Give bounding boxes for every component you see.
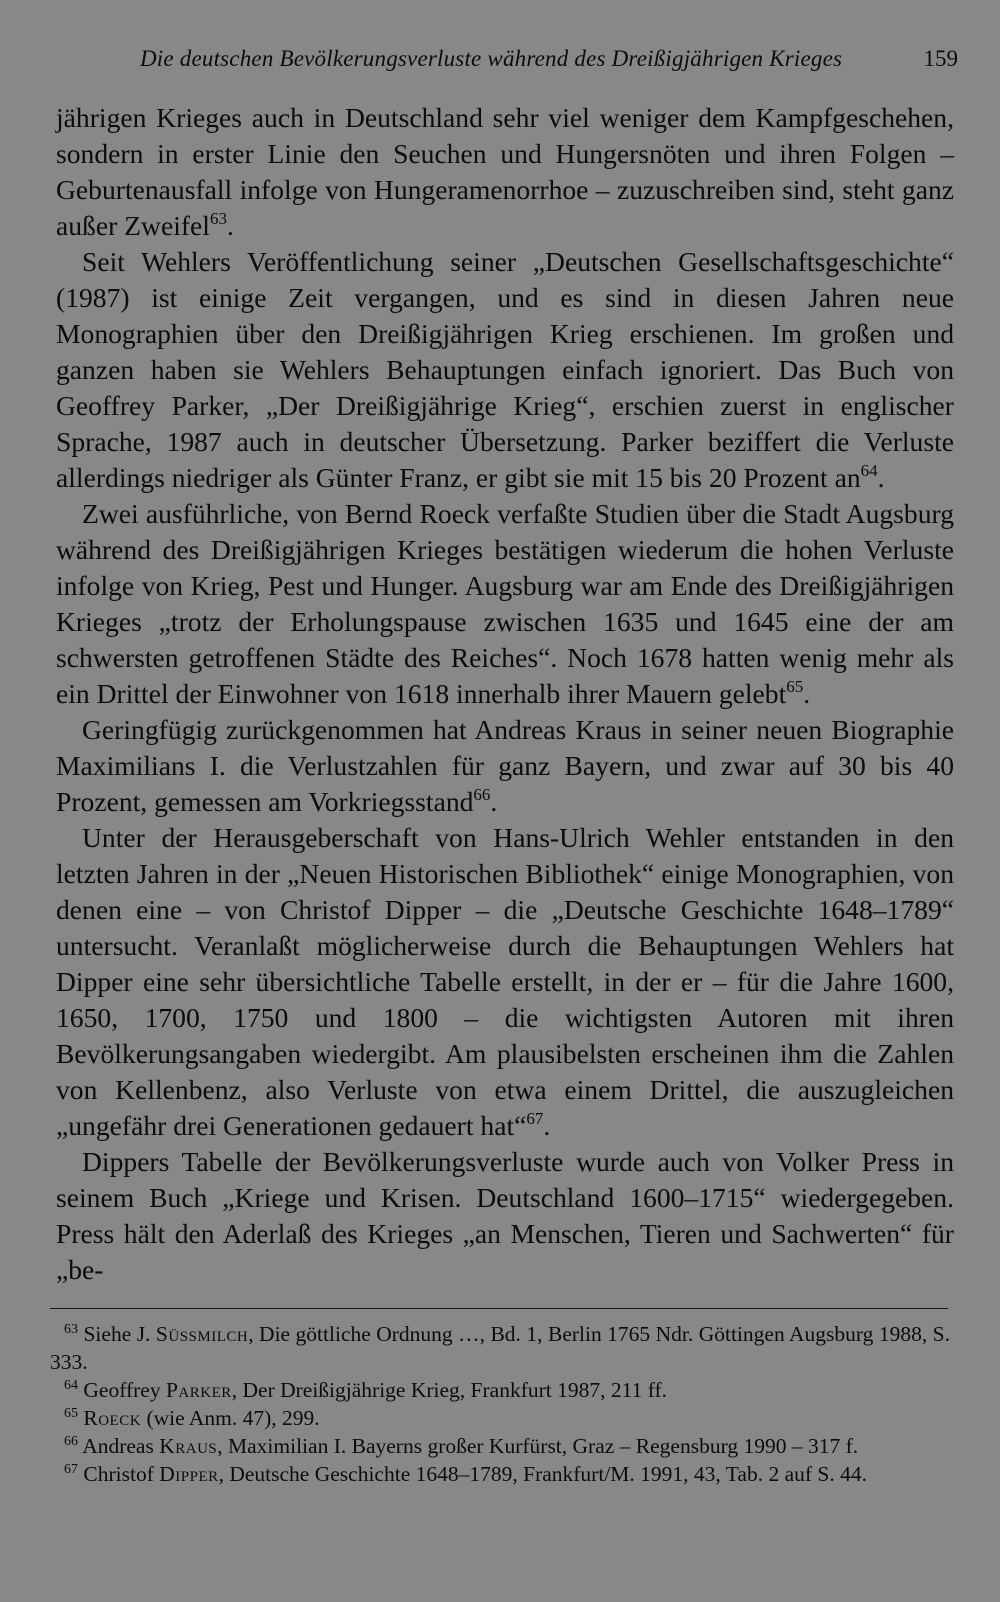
paragraph — [56, 244, 954, 496]
paragraph-text: Unter der Herausgeberschaft von Hans-Ulrich Wehler entstanden in den letzten Jahren in der „Neuen Historischen Bibliothek“ einige Monographien, von denen eine – von Christof Dipper – die „Deutsche Geschichte 1648–1789“ untersucht. Veranlaßt möglicherweise durch die Behauptungen Wehlers hat Dipper eine sehr übersichtliche Tabelle erstellt, in der er – für die Jahre 1600, 1650, 1700, 1750 und 1800 – die wichtigsten Autoren mit ihren Bevölkerungsangaben wiedergibt. Am plausibelsten erscheinen ihm die Zahlen von Kellenbenz, also Verluste von etwa einem Drittel, die auszugleichen „ungefähr drei Generationen gedauert hat“ — [56, 822, 954, 1141]
footnote-author: Süssmilch — [155, 1322, 249, 1346]
footnote — [50, 1404, 950, 1432]
paragraph-text: Dippers Tabelle der Bevölkerungsverluste wurde auch von Volker Press in seinem Buch „Kriege und Krisen. Deutschland 1600–1715“ wiedergegeben. Press hält den Aderlaß des Krieges „an Menschen, Tieren und Sachwerten“ für „be- — [56, 1146, 954, 1285]
paragraph-text: jährigen Krieges auch in Deutschland sehr viel weniger dem Kampfgeschehen, sondern in erster Linie den Seuchen und Hungersnöten und ihren Folgen – Geburtenausfall infolge von Hungeramenorrhoe – zuzuschreiben sind, steht ganz außer Zweifel — [56, 102, 954, 241]
paragraph-text: Seit Wehlers Veröffentlichung seiner „Deutschen Gesellschaftsgeschichte“ (1987) ist einige Zeit vergangen, und es sind in diesen Jahren neue Monographien über den Dreißigjährigen Krieg erschienen. Im großen und ganzen haben sie Wehlers Behauptungen einfach ignoriert. Das Buch von Geoffrey Parker, „Der Dreißigjährige Krieg“, erschien zuerst in englischer Sprache, 1987 auch in deutscher Übersetzung. Parker beziffert die Verluste allerdings niedriger als Günter Franz, er gibt sie mit 15 bis 20 Prozent an — [56, 246, 954, 493]
footnote-number: 65 — [64, 1406, 78, 1421]
footnote-text: , Die göttliche Ordnung …, Bd. 1, Berlin 1765 Ndr. Göttingen Augsburg 1988, S. 333. — [50, 1322, 951, 1374]
paragraph-end: . — [490, 786, 498, 817]
paragraph — [56, 100, 954, 244]
footnote-text: (wie Anm. 47), 299. — [141, 1406, 320, 1430]
footnote-author: Roeck — [83, 1406, 142, 1430]
page-number: 159 — [923, 46, 958, 71]
footnote-number: 67 — [64, 1462, 78, 1477]
running-title: Die deutschen Bevölkerungsverluste während des Dreißigjährigen Krieges — [140, 46, 843, 71]
footnote — [50, 1460, 950, 1488]
footnote-text: , Der Dreißigjährige Krieg, Frankfurt 1987, 211 ff. — [231, 1378, 668, 1402]
footnote-text: Geoffrey — [83, 1378, 166, 1402]
footnote — [50, 1320, 950, 1376]
footnotes — [50, 1320, 950, 1488]
footnote-author: Parker — [165, 1378, 232, 1402]
footnote-number: 63 — [64, 1322, 78, 1337]
footnote-ref: 63 — [209, 209, 227, 228]
paragraph-end: . — [226, 210, 234, 241]
footnote-ref: 67 — [526, 1109, 544, 1128]
body-text — [56, 100, 954, 1288]
paragraph-text: Geringfügig zurückgenommen hat Andreas Kraus in seiner neuen Biographie Maximilians I. die Verlustzahlen für ganz Bayern, und zwar auf 30 bis 40 Prozent, gemessen am Vorkriegsstand — [56, 714, 954, 817]
paragraph-end: . — [877, 462, 885, 493]
footnote-text: , Deutsche Geschichte 1648–1789, Frankfurt/M. 1991, 43, Tab. 2 auf S. 44. — [218, 1462, 867, 1486]
paragraph-end: . — [803, 678, 811, 709]
paragraph — [56, 820, 954, 1144]
footnote-number: 66 — [64, 1434, 78, 1449]
paragraph — [56, 496, 954, 712]
footnote-ref: 65 — [786, 677, 804, 696]
paragraph — [56, 712, 954, 820]
page-header — [60, 38, 960, 78]
paragraph — [56, 1144, 954, 1288]
footnote-number: 64 — [64, 1378, 78, 1393]
footnote-author: Dipper — [159, 1462, 219, 1486]
paragraph-text: Zwei ausführliche, von Bernd Roeck verfaßte Studien über die Stadt Augsburg während des Dreißigjährigen Krieges bestätigen wiederum die hohen Verluste infolge von Krieg, Pest und Hunger. Augsburg war am Ende des Dreißigjährigen Krieges „trotz der Erholungspause zwischen 1635 und 1645 eine der am schwersten getroffenen Städte des Reiches“. Noch 1678 hatten wenig mehr als ein Drittel der Einwohner von 1618 innerhalb ihrer Mauern gelebt — [56, 498, 954, 709]
footnote-text: Siehe J. — [83, 1322, 156, 1346]
footnote-ref: 64 — [860, 461, 878, 480]
footnote-author: Kraus — [159, 1434, 218, 1458]
footnote — [50, 1432, 950, 1460]
footnote-divider — [50, 1308, 948, 1311]
footnote-text: Andreas — [82, 1434, 160, 1458]
footnote-text: , Maximilian I. Bayerns großer Kurfürst, Graz – Regensburg 1990 – 317 f. — [217, 1434, 859, 1458]
paragraph-end: . — [543, 1110, 551, 1141]
footnote-ref: 66 — [473, 785, 491, 804]
footnote-text: Christof — [83, 1462, 160, 1486]
footnote — [50, 1376, 950, 1404]
